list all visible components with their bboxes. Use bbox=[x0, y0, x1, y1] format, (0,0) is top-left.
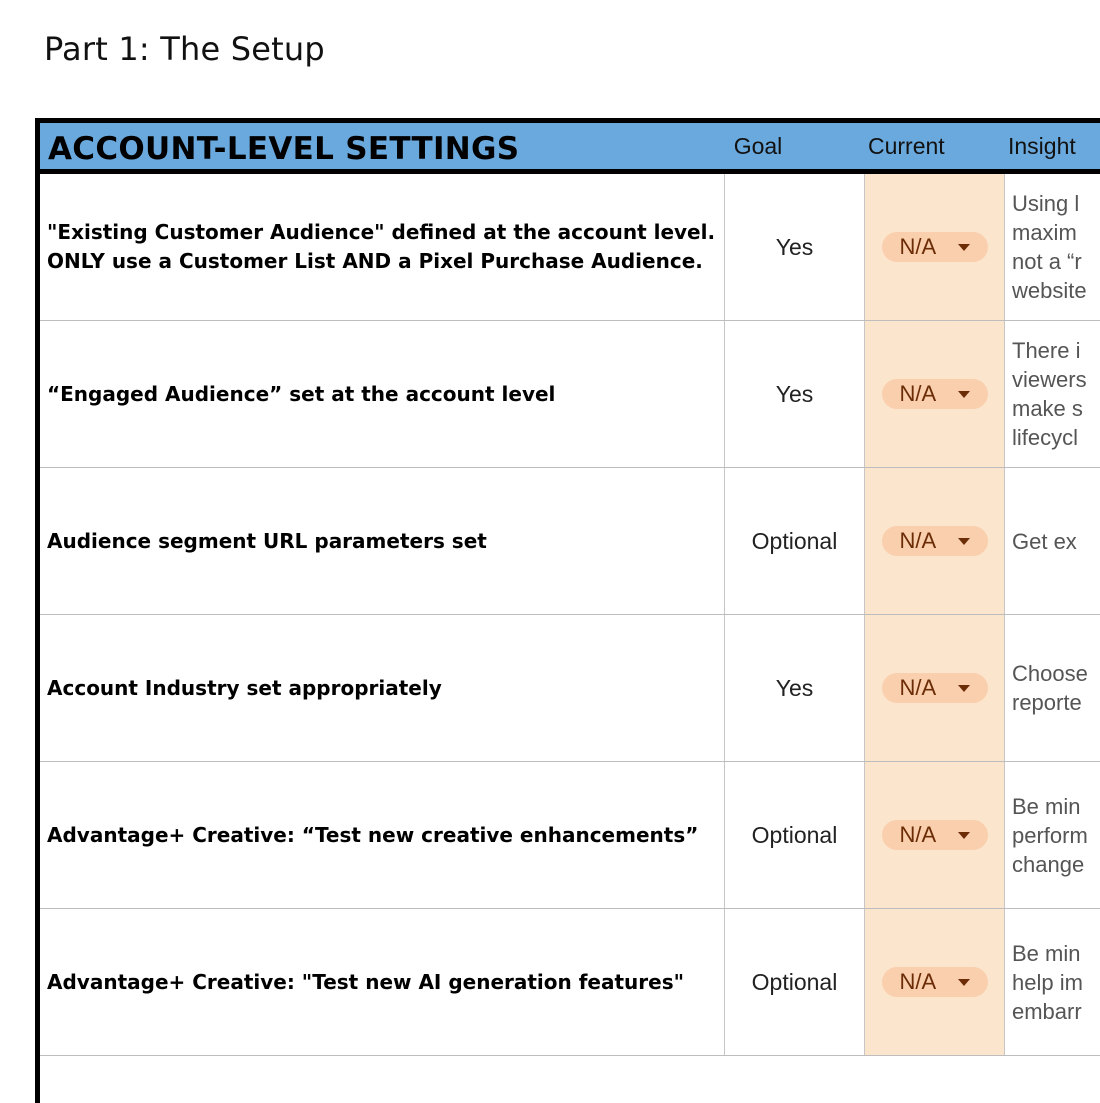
current-cell[interactable] bbox=[865, 321, 1005, 467]
item-text: “Engaged Audience” set at the account level bbox=[47, 381, 556, 406]
table-row bbox=[40, 321, 1100, 468]
insight-cell[interactable] bbox=[1005, 174, 1100, 320]
status-value: N/A bbox=[899, 381, 937, 406]
status-value: N/A bbox=[899, 822, 937, 847]
current-cell[interactable] bbox=[865, 909, 1005, 1055]
item-cell[interactable] bbox=[40, 615, 725, 761]
goal-cell[interactable]: Optional bbox=[725, 909, 865, 1055]
caret-down-icon bbox=[958, 685, 970, 692]
insight-cell[interactable] bbox=[1005, 321, 1100, 467]
table-row bbox=[40, 174, 1100, 321]
insight-text: Be min perform change bbox=[1012, 793, 1088, 877]
insight-text: Using l maxim not a “r website bbox=[1012, 191, 1087, 303]
goal-cell[interactable]: Optional bbox=[725, 762, 865, 908]
caret-down-icon bbox=[958, 832, 970, 839]
insight-text: Get ex bbox=[1012, 528, 1077, 554]
caret-down-icon bbox=[958, 979, 970, 986]
item-cell[interactable] bbox=[40, 762, 725, 908]
table-row bbox=[40, 909, 1100, 1056]
item-cell[interactable] bbox=[40, 909, 725, 1055]
status-value: N/A bbox=[899, 234, 937, 259]
insight-column-header: Insight bbox=[1008, 133, 1076, 159]
item-text: Account Industry set appropriately bbox=[47, 675, 442, 700]
page-title: Part 1: The Setup bbox=[44, 30, 325, 68]
table-row bbox=[40, 762, 1100, 909]
status-dropdown[interactable] bbox=[882, 232, 988, 262]
insight-text: Choose reporte bbox=[1012, 661, 1088, 715]
item-text: Audience segment URL parameters set bbox=[47, 528, 487, 553]
item-text: Advantage+ Creative: "Test new AI generation features" bbox=[47, 969, 685, 994]
table-row bbox=[40, 615, 1100, 762]
item-text: "Existing Customer Audience" defined at the account level. ONLY use a Customer List AND a Pixel Purchase Audience. bbox=[47, 220, 716, 273]
insight-cell[interactable] bbox=[1005, 615, 1100, 761]
current-cell[interactable] bbox=[865, 615, 1005, 761]
current-cell[interactable] bbox=[865, 468, 1005, 614]
section-title: ACCOUNT-LEVEL SETTINGS bbox=[48, 131, 520, 167]
caret-down-icon bbox=[958, 538, 970, 545]
current-column-header: Current bbox=[868, 133, 945, 159]
goal-cell[interactable]: Yes bbox=[725, 174, 865, 320]
item-text: Advantage+ Creative: “Test new creative enhancements” bbox=[47, 822, 699, 847]
current-cell[interactable] bbox=[865, 762, 1005, 908]
status-dropdown[interactable] bbox=[882, 673, 988, 703]
goal-cell[interactable]: Yes bbox=[725, 615, 865, 761]
goal-cell[interactable]: Yes bbox=[725, 321, 865, 467]
insight-text: Be min help im embarr bbox=[1012, 940, 1083, 1024]
item-cell[interactable] bbox=[40, 321, 725, 467]
goal-cell[interactable]: Optional bbox=[725, 468, 865, 614]
section-header bbox=[40, 123, 1100, 174]
caret-down-icon bbox=[958, 391, 970, 398]
status-dropdown[interactable] bbox=[882, 967, 988, 997]
status-value: N/A bbox=[899, 528, 937, 553]
caret-down-icon bbox=[958, 244, 970, 251]
item-cell[interactable] bbox=[40, 174, 725, 320]
goal-column-header: Goal bbox=[733, 133, 783, 159]
insight-cell[interactable] bbox=[1005, 468, 1100, 614]
status-dropdown[interactable] bbox=[882, 526, 988, 556]
current-cell[interactable] bbox=[865, 174, 1005, 320]
status-value: N/A bbox=[899, 969, 937, 994]
insight-text: There i viewers make s lifecycl bbox=[1012, 338, 1087, 450]
status-dropdown[interactable] bbox=[882, 379, 988, 409]
status-value: N/A bbox=[899, 675, 937, 700]
item-cell[interactable] bbox=[40, 468, 725, 614]
status-dropdown[interactable] bbox=[882, 820, 988, 850]
insight-cell[interactable] bbox=[1005, 909, 1100, 1055]
insight-cell[interactable] bbox=[1005, 762, 1100, 908]
table-row bbox=[40, 468, 1100, 615]
settings-sheet bbox=[35, 118, 1100, 1103]
